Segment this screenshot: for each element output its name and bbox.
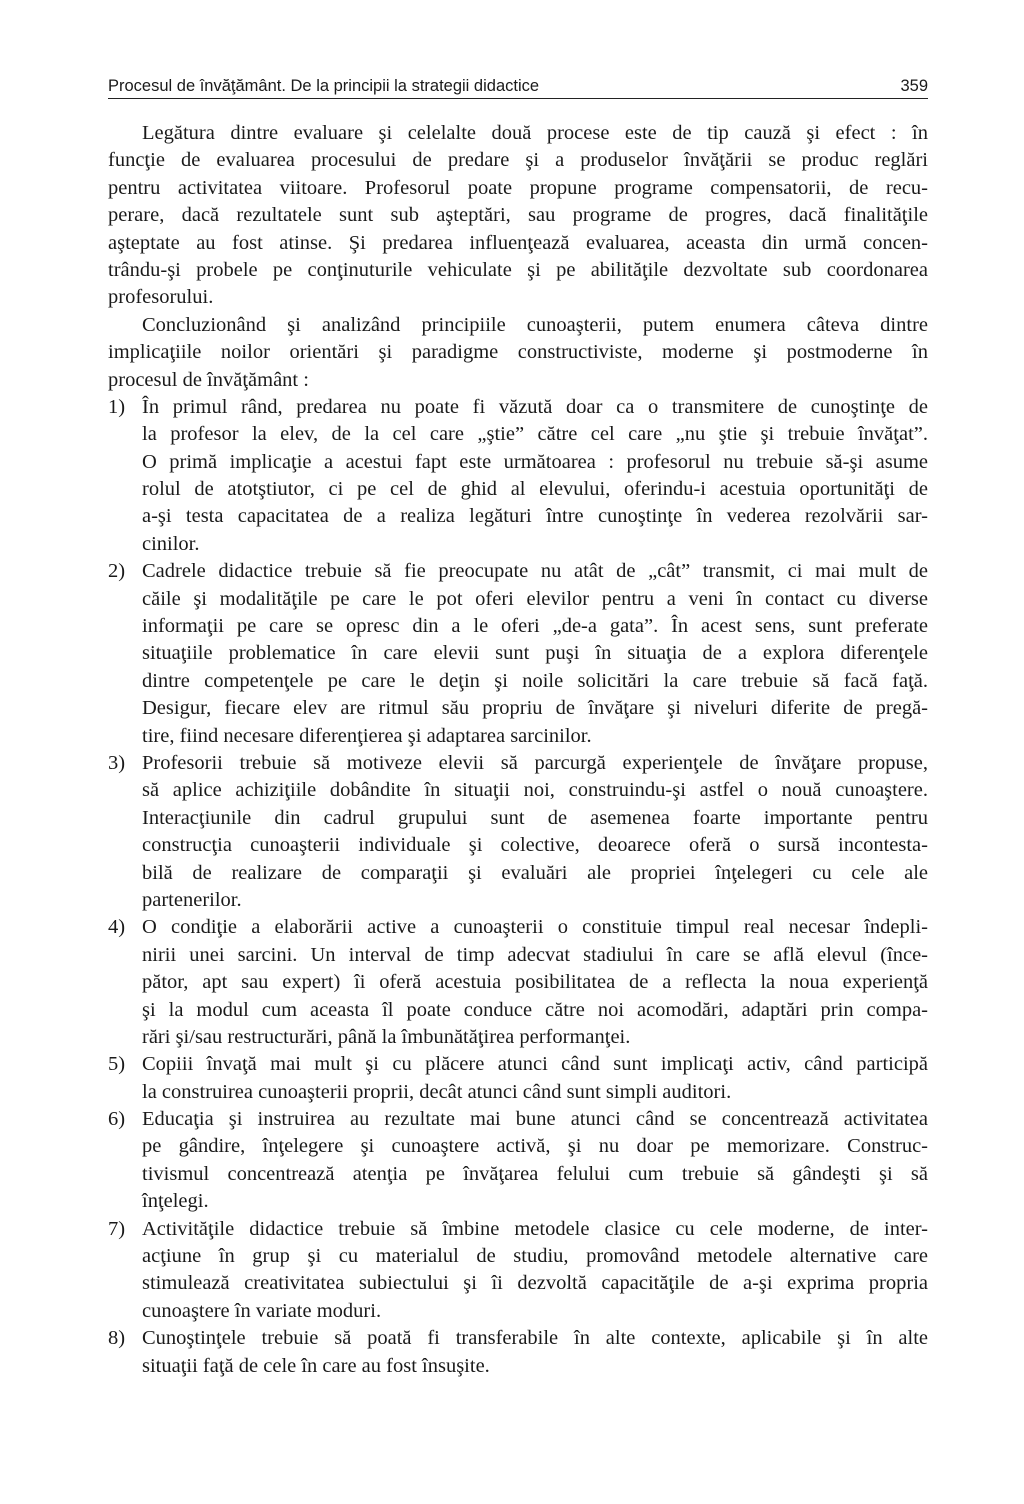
text-line: pe gândire, înţelegere şi cunoaştere activă, şi nu doar pe memorizare. Construc- xyxy=(142,1135,928,1158)
list-item xyxy=(108,1325,928,1380)
text-line: aşteptate au fost atinse. Şi predarea influenţează evaluarea, aceasta din urmă concen- xyxy=(108,231,928,254)
text-line: pentru activitatea viitoare. Profesorul poate propune programe compensatorii, de recu- xyxy=(108,176,928,199)
text-line: rolul de atotştiutor, ci pe cel de ghid al elevului, oferindu-i acestuia oportunităţi de xyxy=(142,478,928,501)
text-line: Cunoştinţele trebuie să poată fi transferabile în alte contexte, aplicabile şi în alte xyxy=(142,1327,928,1350)
text-line: înţelegi. xyxy=(142,1190,209,1213)
list-number: 3) xyxy=(108,751,126,774)
text-line: În primul rând, predarea nu poate fi văzută doar ca o transmitere de cunoştinţe de xyxy=(142,395,928,418)
text-line: a-şi testa capacitatea de a realiza legături între cunoştinţe în vederea rezolvării sar- xyxy=(142,505,928,528)
text-line: Cadrele didactice trebuie să fie preocupate nu atât de „cât” transmit, ci mai mult de xyxy=(142,560,928,583)
text-line: Profesorii trebuie să motiveze elevii să parcurgă experienţele de învăţare propuse, xyxy=(142,751,928,774)
list-number: 7) xyxy=(108,1217,126,1240)
text-line: Copiii învaţă mai mult şi cu plăcere atunci când sunt implicaţi activ, când participă xyxy=(142,1053,928,1076)
text-line: implicaţiile noilor orientări şi paradigme constructiviste, moderne şi postmoderne în xyxy=(108,341,928,364)
text-line: rări şi/sau restructurări, până la îmbunătăţirea performanţei. xyxy=(142,1025,631,1048)
list-item xyxy=(108,1216,928,1326)
paragraph xyxy=(108,312,928,394)
text-line: informaţii pe care se opresc din a le oferi „de-a gata”. În acest sens, sunt preferate xyxy=(142,615,928,638)
list-number: 6) xyxy=(108,1108,126,1131)
text-line: la profesor la elev, de la cel care „ştie” către cel care „nu ştie şi trebuie învăţat”. xyxy=(142,423,928,446)
text-line: situaţiile problematice în care elevii sunt puşi în situaţia de a explora diferenţele xyxy=(142,642,928,665)
text-line: Interacţiunile din cadrul grupului sunt de asemenea foarte importante pentru xyxy=(142,806,928,829)
text-line: stimulează creativitatea subiectului şi îi dezvoltă capacităţile de a-şi exprima propria xyxy=(142,1272,928,1295)
text-line: partenerilor. xyxy=(142,888,242,911)
page-number: 359 xyxy=(900,77,928,95)
list-number: 8) xyxy=(108,1327,126,1350)
running-header xyxy=(108,74,928,99)
text-line: nirii unei sarcini. Un interval de timp adecvat stadiului în care se află elevul (înce- xyxy=(142,943,928,966)
text-line: dintre competenţele pe care le deţin şi noile solicitări la care trebuie să facă faţă. xyxy=(142,669,928,692)
text-line: să aplice achiziţiile dobândite în situaţii noi, construindu-şi astfel o nouă cunoaştere. xyxy=(142,779,928,802)
text-line: Desigur, fiecare elev are ritmul său propriu de învăţare şi niveluri diferite de pregă- xyxy=(142,697,928,720)
list-item xyxy=(108,1051,928,1106)
text-line: profesorului. xyxy=(108,286,214,309)
text-line: căile şi modalităţile pe care le pot oferi elevilor pentru a veni în contact cu diverse xyxy=(142,587,928,610)
text-line: pător, apt sau expert) îi oferă acestuia posibilitatea de a reflecta la noua experienţă xyxy=(142,971,928,994)
list-number: 4) xyxy=(108,916,126,939)
text-line: bilă de realizare de comparaţii şi evaluări ale propriei înţelegeri cu cele ale xyxy=(142,861,928,884)
list-number: 5) xyxy=(108,1053,126,1076)
text-line: la construirea cunoaşterii proprii, decât atunci când sunt simpli auditori. xyxy=(142,1080,732,1103)
text-line: situaţii faţă de cele în care au fost însuşite. xyxy=(142,1354,490,1377)
text-line: tivismul concentrează atenţia pe învăţarea felului cum trebuie să gândeşti şi să xyxy=(142,1162,928,1185)
text-line: O condiţie a elaborării active a cunoaşterii o constituie timpul real necesar îndepli- xyxy=(142,916,928,939)
list-item xyxy=(108,750,928,914)
text-line: Legătura dintre evaluare şi celelalte două procese este de tip cauză şi efect : în xyxy=(142,122,928,144)
text-line: funcţie de evaluarea procesului de predare şi a produselor învăţării se produc reglări xyxy=(108,149,928,172)
header-title: Procesul de învăţământ. De la principii la strategii didactice xyxy=(108,77,540,95)
text-line: Activităţile didactice trebuie să îmbine metodele clasice cu cele moderne, de inter- xyxy=(142,1217,928,1240)
list-item xyxy=(108,1106,928,1216)
list-number: 2) xyxy=(108,560,126,583)
text-line: tire, fiind necesare diferenţierea şi adaptarea sarcinilor. xyxy=(142,724,592,747)
text-line: cunoaştere în variate moduri. xyxy=(142,1299,382,1322)
text-line: acţiune în grup şi cu materialul de studiu, promovând metodele alternative care xyxy=(142,1245,928,1268)
list-item xyxy=(108,914,928,1051)
list-item xyxy=(108,394,928,558)
text-line: construcţia cunoaşterii individuale şi colective, deoarece oferă o sursă incontesta- xyxy=(142,834,928,857)
text-line: trându-şi probele pe conţinuturile vehiculate şi pe abilităţile dezvoltate sub coordonarea xyxy=(108,258,928,281)
text-line: perare, dacă rezultatele sunt sub aşteptări, sau programe de progres, dacă finalităţile xyxy=(108,204,928,227)
list-number: 1) xyxy=(108,395,126,418)
text-line: Educaţia şi instruirea au rezultate mai bune atunci când se concentrează activitatea xyxy=(142,1108,928,1131)
paragraph xyxy=(108,120,928,312)
text-line: Concluzionând şi analizând principiile cunoaşterii, putem enumera câteva dintre xyxy=(142,313,928,336)
text-line: şi la modul cum aceasta îl poate conduce către noi acomodări, adaptări prin compa- xyxy=(142,998,928,1021)
list-item xyxy=(108,558,928,750)
text-line: procesul de învăţământ : xyxy=(108,368,309,391)
text-line: cinilor. xyxy=(142,532,200,555)
page-body xyxy=(108,120,928,1380)
text-line: O primă implicaţie a acestui fapt este următoarea : profesorul nu trebuie să-şi asume xyxy=(142,450,928,473)
